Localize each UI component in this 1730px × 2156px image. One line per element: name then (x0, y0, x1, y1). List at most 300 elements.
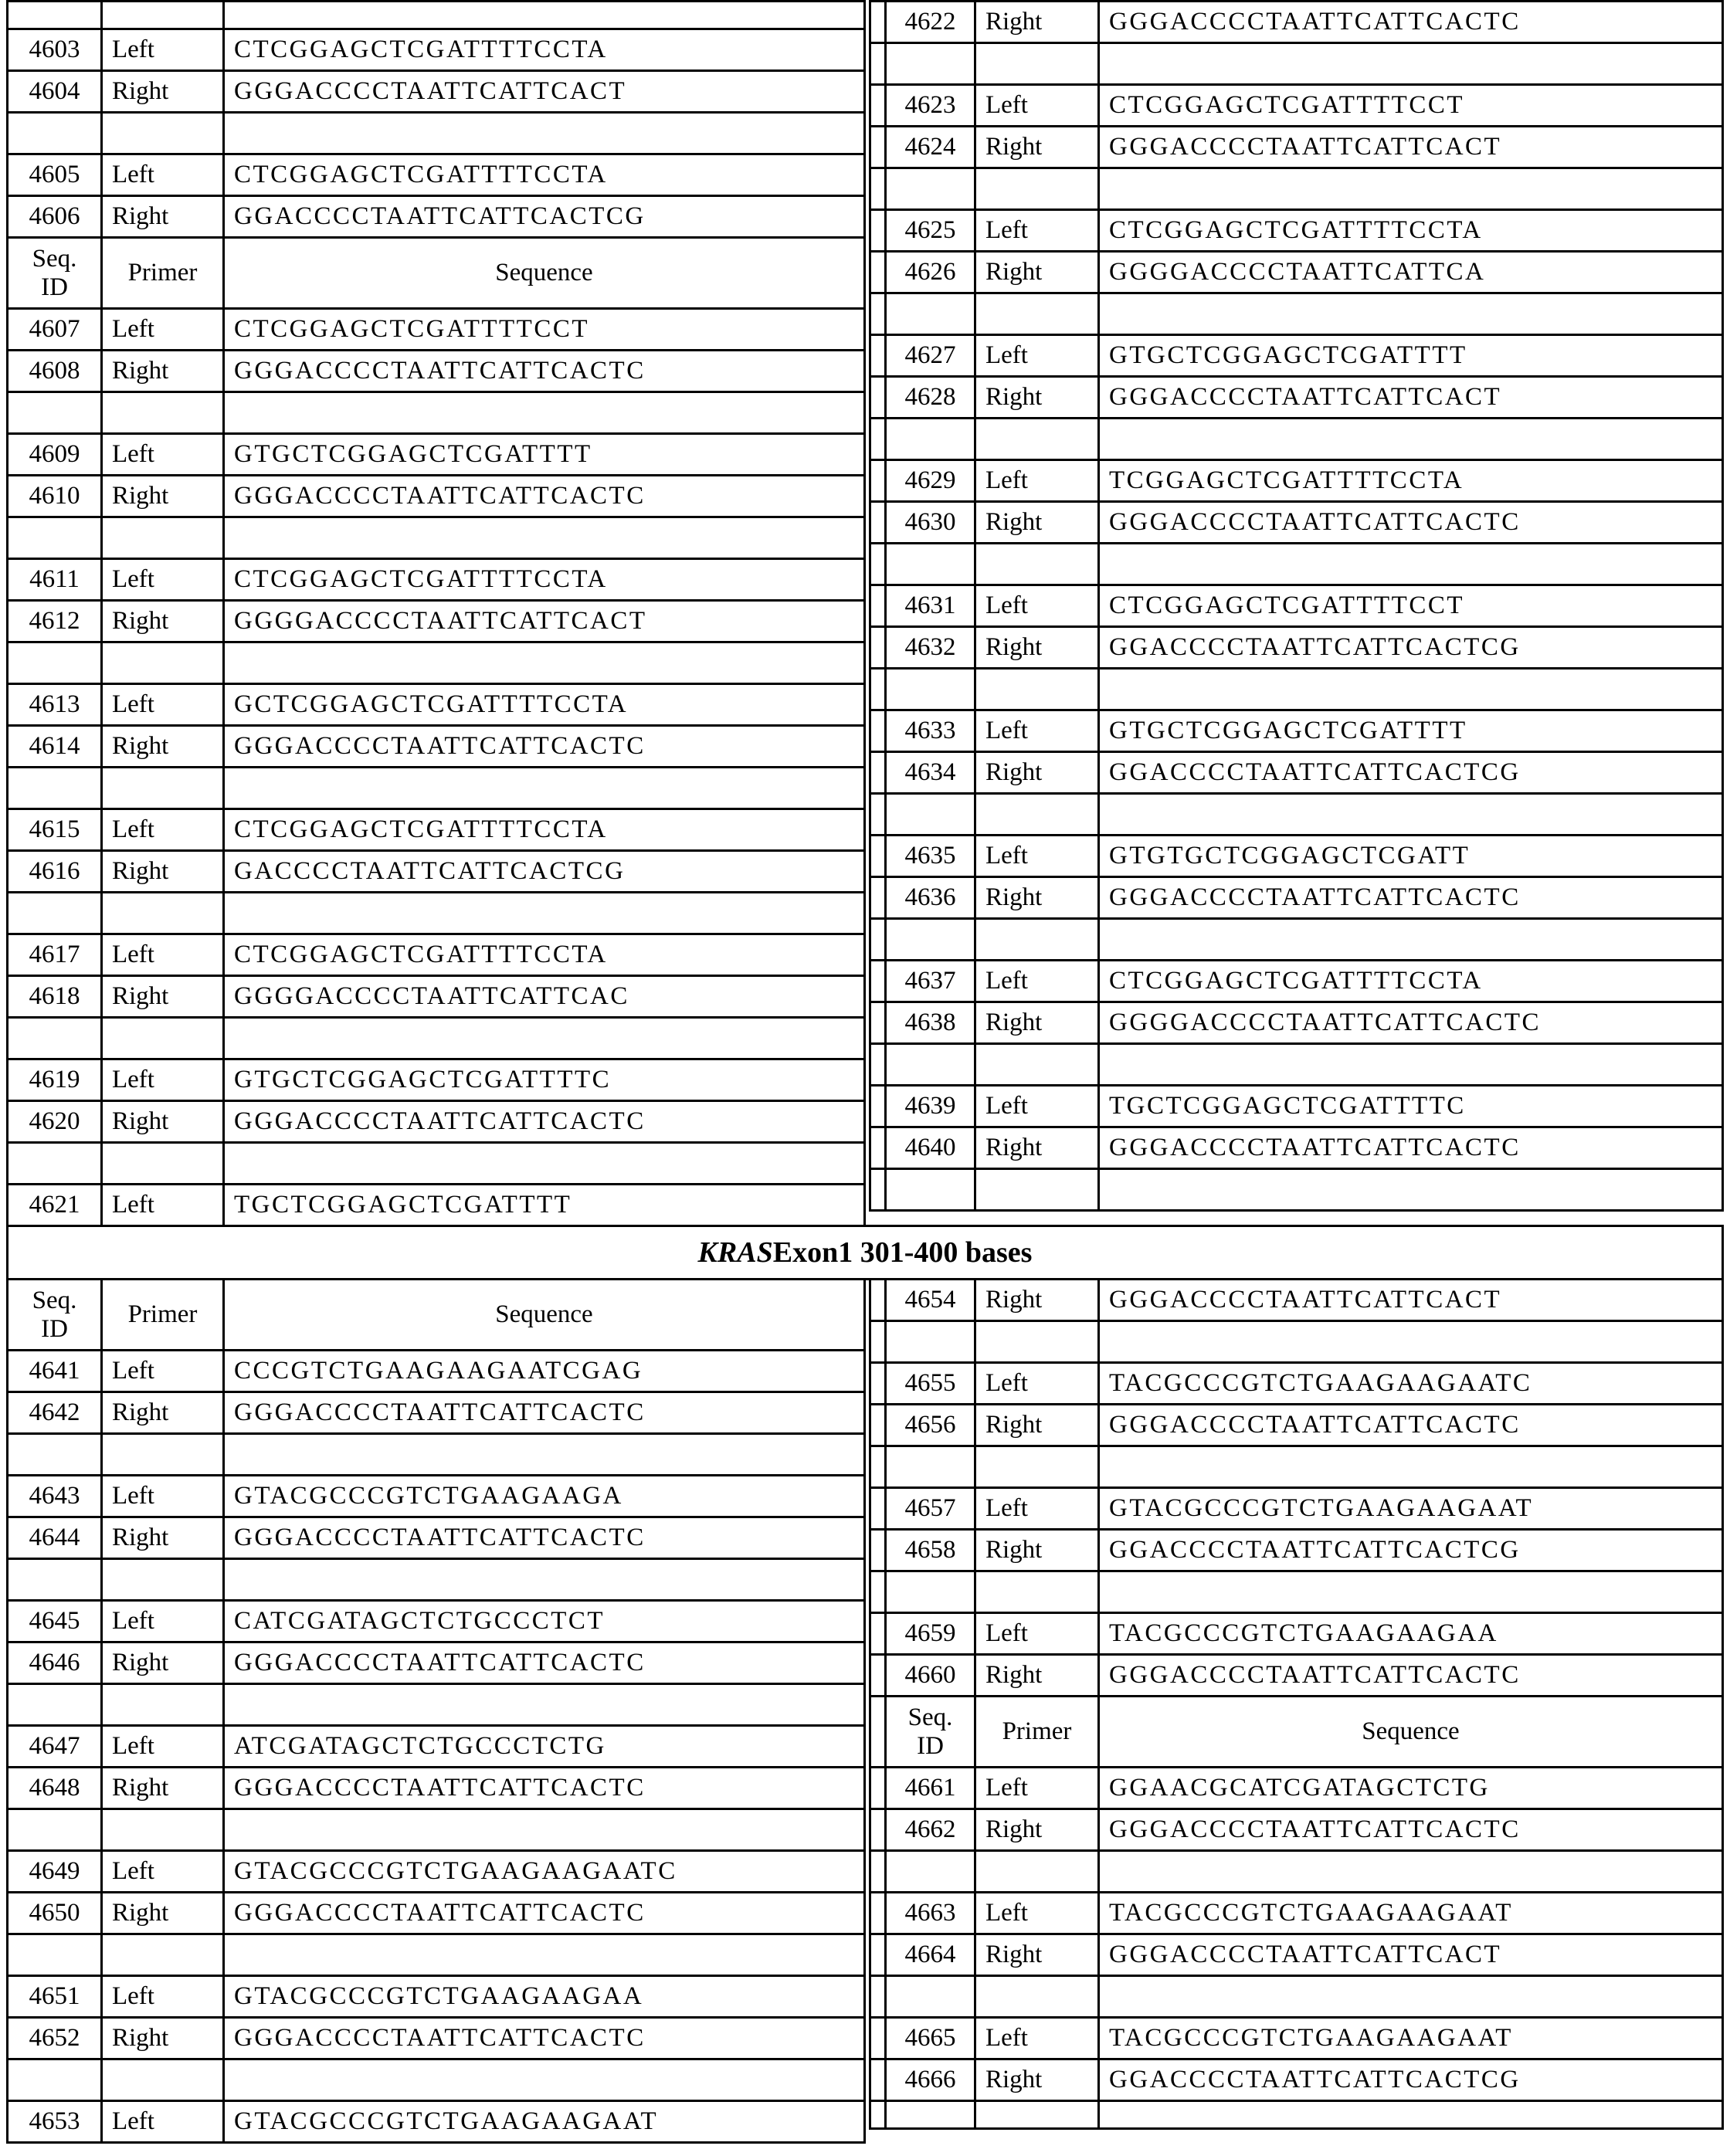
column-header-row (8, 238, 865, 309)
primer-table-bottom-left (6, 1278, 866, 2144)
empty-row (870, 544, 1723, 585)
sequence-header: Sequence (224, 238, 865, 309)
narrow-cell (870, 544, 886, 585)
seq-id-cell: 4623 (886, 85, 975, 127)
primer-header: Primer (975, 1697, 1099, 1768)
sequence-cell: GGGACCCCTAATTCATTCACTC (224, 476, 865, 517)
empty-cell (8, 1684, 102, 1726)
primer-row (870, 836, 1723, 877)
seq-id-header: Seq. ID (886, 1697, 975, 1768)
sequence-cell: GTGTGCTCGGAGCTCGATT (1099, 836, 1723, 877)
primer-cell: Left (975, 836, 1099, 877)
empty-cell (975, 1321, 1099, 1363)
sequence-cell: GGGACCCCTAATTCATTCACTC (224, 2018, 865, 2059)
empty-row (8, 1934, 865, 1976)
narrow-cell (870, 1976, 886, 2018)
seq-id-cell: 4610 (8, 476, 102, 517)
narrow-cell (870, 752, 886, 794)
empty-cell (102, 113, 224, 154)
seq-id-cell: 4630 (886, 502, 975, 544)
narrow-cell (870, 1613, 886, 1655)
empty-row (870, 1446, 1723, 1488)
seq-id-cell: 4638 (886, 1002, 975, 1044)
primer-header: Primer (102, 238, 224, 309)
seq-id-cell: 4621 (8, 1185, 102, 1226)
seq-id-cell: 4645 (8, 1601, 102, 1642)
empty-row (870, 1321, 1723, 1363)
empty-row (870, 293, 1723, 335)
seq-id-cell: 4642 (8, 1392, 102, 1434)
empty-cell (102, 1559, 224, 1601)
empty-cell (975, 419, 1099, 460)
primer-row (870, 2018, 1723, 2059)
narrow-cell (870, 2018, 886, 2059)
empty-cell (886, 1321, 975, 1363)
sequence-cell: GTGCTCGGAGCTCGATTTT (224, 434, 865, 476)
primer-row (870, 1809, 1723, 1851)
primer-row (870, 252, 1723, 293)
empty-row (8, 2, 865, 29)
primer-cell: Left (102, 1976, 224, 2018)
primer-cell: Left (102, 559, 224, 601)
sequence-cell: CTCGGAGCTCGATTTTCCTA (224, 559, 865, 601)
primer-cell: Right (975, 1405, 1099, 1446)
primer-row (870, 2, 1723, 43)
empty-cell (224, 893, 865, 934)
seq-id-cell: 4656 (886, 1405, 975, 1446)
seq-id-cell: 4603 (8, 29, 102, 71)
empty-cell (102, 1809, 224, 1851)
seq-id-cell: 4641 (8, 1351, 102, 1392)
seq-id-cell: 4661 (886, 1768, 975, 1809)
primer-row (870, 1002, 1723, 1044)
narrow-cell (870, 1809, 886, 1851)
primer-row (8, 684, 865, 726)
primer-cell: Left (102, 684, 224, 726)
empty-cell (886, 419, 975, 460)
narrow-cell (870, 1127, 886, 1169)
narrow-cell (870, 1363, 886, 1405)
empty-row (870, 43, 1723, 85)
primer-header: Primer (102, 1280, 224, 1351)
empty-cell (975, 1571, 1099, 1613)
sequence-cell: CATCGATAGCTCTGCCCTCT (224, 1601, 865, 1642)
primer-row (8, 29, 865, 71)
primer-row (8, 809, 865, 851)
primer-cell: Right (975, 1655, 1099, 1697)
seq-id-cell: 4653 (8, 2101, 102, 2143)
primer-cell: Right (102, 1517, 224, 1559)
seq-id-cell: 4631 (886, 585, 975, 627)
primer-row (8, 351, 865, 392)
primer-row (870, 1530, 1723, 1571)
primer-cell: Left (102, 29, 224, 71)
seq-id-cell: 4614 (8, 726, 102, 768)
empty-row (8, 1143, 865, 1185)
empty-cell (1099, 1446, 1723, 1488)
narrow-cell (870, 460, 886, 502)
narrow-cell (870, 168, 886, 210)
primer-row (8, 1893, 865, 1934)
empty-cell (102, 893, 224, 934)
empty-row (870, 168, 1723, 210)
sequence-cell: GGACCCCTAATTCATTCACTCG (224, 196, 865, 238)
primer-row (8, 434, 865, 476)
empty-row (8, 1559, 865, 1601)
empty-row (8, 1018, 865, 1059)
empty-cell (102, 1143, 224, 1185)
empty-cell (886, 2101, 975, 2129)
seq-id-cell: 4664 (886, 1934, 975, 1976)
empty-cell (975, 669, 1099, 710)
seq-id-cell: 4617 (8, 934, 102, 976)
empty-cell (1099, 293, 1723, 335)
sequence-cell: GTACGCCCGTCTGAAGAAGAAT (1099, 1488, 1723, 1530)
empty-cell (1099, 544, 1723, 585)
primer-row (870, 1655, 1723, 1697)
sequence-cell: CTCGGAGCTCGATTTTCCTA (224, 809, 865, 851)
primer-row (8, 934, 865, 976)
primer-cell: Right (102, 601, 224, 642)
empty-row (870, 1976, 1723, 2018)
seq-id-cell: 4604 (8, 71, 102, 113)
empty-cell (975, 794, 1099, 836)
primer-cell: Left (975, 1488, 1099, 1530)
primer-cell: Left (975, 585, 1099, 627)
seq-id-cell: 4657 (886, 1488, 975, 1530)
empty-cell (8, 517, 102, 559)
seq-id-cell: 4628 (886, 377, 975, 419)
primer-row (8, 1726, 865, 1768)
sequence-cell: GGGACCCCTAATTCATTCACT (1099, 1934, 1723, 1976)
seq-id-cell: 4666 (886, 2059, 975, 2101)
empty-cell (886, 794, 975, 836)
empty-cell (8, 893, 102, 934)
narrow-cell (870, 877, 886, 919)
seq-id-cell: 4637 (886, 961, 975, 1002)
empty-cell (102, 1018, 224, 1059)
empty-cell (975, 1044, 1099, 1086)
empty-row (870, 1571, 1723, 1613)
empty-cell (886, 544, 975, 585)
empty-cell (224, 1934, 865, 1976)
primer-cell: Left (975, 210, 1099, 252)
primer-row (870, 627, 1723, 669)
primer-row (8, 1392, 865, 1434)
seq-id-cell: 4633 (886, 710, 975, 752)
primer-cell: Left (975, 2018, 1099, 2059)
narrow-cell (870, 1851, 886, 1893)
primer-row (8, 2101, 865, 2143)
empty-cell (975, 293, 1099, 335)
top-section (6, 0, 1724, 1227)
sequence-cell: TACGCCCGTCTGAAGAAGAAT (1099, 2018, 1723, 2059)
primer-row (870, 1613, 1723, 1655)
sequence-header: Sequence (1099, 1697, 1723, 1768)
empty-row (870, 1851, 1723, 1893)
sequence-cell: GGGACCCCTAATTCATTCACTC (224, 726, 865, 768)
primer-row (8, 1476, 865, 1517)
primer-cell: Left (102, 154, 224, 196)
primer-row (8, 1601, 865, 1642)
primer-row (870, 1127, 1723, 1169)
column-header-row (8, 1280, 865, 1351)
empty-cell (8, 1809, 102, 1851)
primer-cell: Left (975, 1768, 1099, 1809)
seq-id-cell: 4649 (8, 1851, 102, 1893)
sequence-cell: CTCGGAGCTCGATTTTCCTA (1099, 961, 1723, 1002)
empty-row (8, 1809, 865, 1851)
primer-cell: Right (102, 1392, 224, 1434)
seq-id-cell: 4655 (886, 1363, 975, 1405)
sequence-cell: CTCGGAGCTCGATTTTCCT (1099, 85, 1723, 127)
empty-row (8, 517, 865, 559)
empty-cell (1099, 1571, 1723, 1613)
primer-row (8, 309, 865, 351)
primer-row (8, 559, 865, 601)
primer-cell: Right (102, 1893, 224, 1934)
primer-cell: Right (975, 1530, 1099, 1571)
sequence-cell: GGGACCCCTAATTCATTCACT (1099, 377, 1723, 419)
empty-cell (224, 392, 865, 434)
primer-cell: Right (975, 502, 1099, 544)
seq-id-cell: 4626 (886, 252, 975, 293)
seq-id-cell: 4650 (8, 1893, 102, 1934)
primer-row (870, 1768, 1723, 1809)
empty-cell (102, 1934, 224, 1976)
seq-id-cell: 4639 (886, 1086, 975, 1127)
primer-cell: Left (102, 809, 224, 851)
seq-id-cell: 4622 (886, 2, 975, 43)
empty-row (870, 794, 1723, 836)
narrow-cell (870, 1697, 886, 1768)
narrow-cell (870, 43, 886, 85)
primer-cell: Left (102, 934, 224, 976)
sequence-cell: GGGACCCCTAATTCATTCACTC (224, 1768, 865, 1809)
empty-cell (224, 1018, 865, 1059)
empty-row (870, 1169, 1723, 1211)
primer-cell: Right (102, 2018, 224, 2059)
primer-cell: Left (102, 1726, 224, 1768)
empty-cell (102, 768, 224, 809)
primer-row (870, 1405, 1723, 1446)
seq-id-cell: 4624 (886, 127, 975, 168)
primer-row (8, 196, 865, 238)
primer-row (8, 71, 865, 113)
seq-id-cell: 4620 (8, 1101, 102, 1143)
empty-cell (224, 2059, 865, 2101)
primer-row (8, 1059, 865, 1101)
empty-cell (886, 1976, 975, 2018)
sequence-cell: GTACGCCCGTCTGAAGAAGA (224, 1476, 865, 1517)
empty-cell (8, 1434, 102, 1476)
primer-row (8, 1768, 865, 1809)
sequence-cell: GGGACCCCTAATTCATTCACTC (1099, 2, 1723, 43)
empty-cell (224, 1143, 865, 1185)
narrow-cell (870, 335, 886, 377)
empty-cell (886, 1571, 975, 1613)
empty-cell (224, 2, 865, 29)
section-title (6, 1225, 1724, 1280)
empty-row (8, 768, 865, 809)
sequence-cell: GGGACCCCTAATTCATTCACTC (1099, 1655, 1723, 1697)
sequence-cell: CCCGTCTGAAGAAGAATCGAG (224, 1351, 865, 1392)
seq-id-cell: 4616 (8, 851, 102, 893)
empty-cell (224, 642, 865, 684)
narrow-cell (870, 1280, 886, 1321)
empty-cell (975, 2101, 1099, 2129)
narrow-cell (870, 1086, 886, 1127)
empty-cell (886, 168, 975, 210)
primer-cell: Right (975, 2059, 1099, 2101)
column-header-row (870, 1697, 1723, 1768)
primer-row (870, 752, 1723, 794)
narrow-cell (870, 1446, 886, 1488)
narrow-cell (870, 1893, 886, 1934)
primer-cell: Left (975, 1613, 1099, 1655)
primer-row (870, 1934, 1723, 1976)
primer-row (8, 726, 865, 768)
primer-cell: Left (102, 434, 224, 476)
primer-row (8, 2018, 865, 2059)
primer-row (870, 210, 1723, 252)
empty-cell (886, 1044, 975, 1086)
primer-row (870, 961, 1723, 1002)
empty-cell (1099, 1851, 1723, 1893)
primer-cell: Right (975, 1280, 1099, 1321)
sequence-cell: GTACGCCCGTCTGAAGAAGAATC (224, 1851, 865, 1893)
sequence-cell: TGCTCGGAGCTCGATTTTC (1099, 1086, 1723, 1127)
primer-row (870, 2059, 1723, 2101)
primer-cell: Right (975, 127, 1099, 168)
empty-cell (8, 768, 102, 809)
empty-cell (8, 1934, 102, 1976)
empty-cell (224, 768, 865, 809)
empty-row (8, 1434, 865, 1476)
narrow-cell (870, 419, 886, 460)
narrow-cell (870, 710, 886, 752)
narrow-cell (870, 2, 886, 43)
primer-row (8, 1351, 865, 1392)
sequence-cell: GGGACCCCTAATTCATTCACTC (224, 1392, 865, 1434)
sequence-cell: GTGCTCGGAGCTCGATTTTC (224, 1059, 865, 1101)
primer-cell: Right (102, 851, 224, 893)
empty-cell (102, 392, 224, 434)
primer-cell: Right (102, 476, 224, 517)
empty-cell (102, 2059, 224, 2101)
seq-id-cell: 4613 (8, 684, 102, 726)
seq-id-cell: 4606 (8, 196, 102, 238)
primer-row (870, 877, 1723, 919)
empty-row (870, 1044, 1723, 1086)
sequence-cell: CTCGGAGCTCGATTTTCCTA (224, 29, 865, 71)
gene-name: KRAS (697, 1236, 773, 1269)
seq-id-cell: 4640 (886, 1127, 975, 1169)
seq-id-header: Seq. ID (8, 238, 102, 309)
narrow-cell (870, 919, 886, 961)
sequence-cell: TACGCCCGTCTGAAGAAGAAT (1099, 1893, 1723, 1934)
narrow-cell (870, 1044, 886, 1086)
empty-cell (1099, 794, 1723, 836)
empty-cell (886, 43, 975, 85)
primer-row (870, 1086, 1723, 1127)
primer-row (8, 851, 865, 893)
primer-cell: Left (102, 2101, 224, 2143)
sequence-cell: GCTCGGAGCTCGATTTTCCTA (224, 684, 865, 726)
narrow-cell (870, 627, 886, 669)
seq-id-header: Seq. ID (8, 1280, 102, 1351)
empty-cell (102, 642, 224, 684)
primer-cell: Left (975, 85, 1099, 127)
sequence-cell: GGGACCCCTAATTCATTCACTC (1099, 1405, 1723, 1446)
seq-id-cell: 4634 (886, 752, 975, 794)
primer-cell: Right (102, 1101, 224, 1143)
narrow-cell (870, 961, 886, 1002)
primer-row (870, 85, 1723, 127)
primer-row (870, 1363, 1723, 1405)
sequence-cell: GGGACCCCTAATTCATTCACTC (224, 1642, 865, 1684)
empty-cell (1099, 168, 1723, 210)
primer-row (8, 1851, 865, 1893)
seq-id-cell: 4605 (8, 154, 102, 196)
sequence-cell: GGGACCCCTAATTCATTCACTC (1099, 1127, 1723, 1169)
seq-id-cell: 4618 (8, 976, 102, 1018)
primer-cell: Right (102, 1768, 224, 1809)
seq-id-cell: 4629 (886, 460, 975, 502)
primer-cell: Right (975, 877, 1099, 919)
seq-id-cell: 4615 (8, 809, 102, 851)
seq-id-cell: 4658 (886, 1530, 975, 1571)
empty-cell (975, 168, 1099, 210)
sequence-cell: GGGACCCCTAATTCATTCACTC (1099, 1809, 1723, 1851)
narrow-cell (870, 1488, 886, 1530)
sequence-cell: GGGACCCCTAATTCATTCACTC (1099, 877, 1723, 919)
narrow-cell (870, 836, 886, 877)
primer-cell: Left (975, 1086, 1099, 1127)
empty-cell (1099, 1044, 1723, 1086)
primer-cell: Right (102, 976, 224, 1018)
sequence-cell: GTGCTCGGAGCTCGATTTT (1099, 710, 1723, 752)
primer-row (8, 1101, 865, 1143)
empty-cell (102, 1434, 224, 1476)
primer-cell: Left (975, 710, 1099, 752)
empty-cell (224, 1684, 865, 1726)
primer-cell: Left (102, 1851, 224, 1893)
sequence-cell: TGCTCGGAGCTCGATTTT (224, 1185, 865, 1226)
empty-cell (102, 517, 224, 559)
primer-row (8, 1976, 865, 2018)
empty-cell (975, 919, 1099, 961)
sequence-cell: CTCGGAGCTCGATTTTCCTA (1099, 210, 1723, 252)
sequence-cell: GGACCCCTAATTCATTCACTCG (1099, 627, 1723, 669)
empty-row (8, 2059, 865, 2101)
empty-cell (8, 2059, 102, 2101)
empty-cell (102, 2, 224, 29)
primer-row (870, 1488, 1723, 1530)
primer-row (8, 1185, 865, 1226)
sequence-cell: GGGACCCCTAATTCATTCACT (224, 71, 865, 113)
empty-cell (975, 1851, 1099, 1893)
seq-id-cell: 4643 (8, 1476, 102, 1517)
primer-cell: Right (102, 71, 224, 113)
narrow-cell (870, 1002, 886, 1044)
sequence-cell: CTCGGAGCTCGATTTTCCTA (224, 934, 865, 976)
primer-cell: Right (102, 1642, 224, 1684)
primer-row (8, 976, 865, 1018)
narrow-cell (870, 85, 886, 127)
narrow-cell (870, 1405, 886, 1446)
seq-id-cell: 4647 (8, 1726, 102, 1768)
